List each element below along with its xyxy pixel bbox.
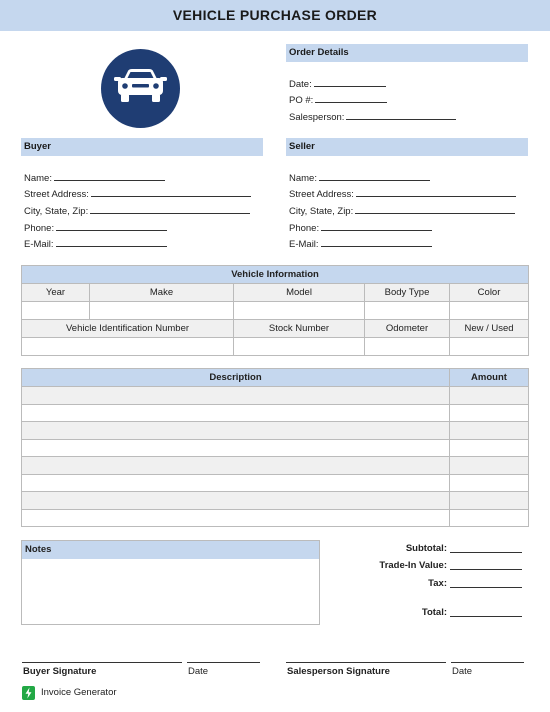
model-cell[interactable]	[234, 302, 365, 320]
buyer-signature-label: Buyer Signature	[23, 666, 97, 677]
amount-cell[interactable]	[450, 474, 529, 492]
color-cell[interactable]	[450, 302, 529, 320]
subtotal-field[interactable]	[450, 552, 522, 553]
amount-cell[interactable]	[450, 492, 529, 510]
notes-box[interactable]	[21, 540, 320, 625]
amount-cell[interactable]	[450, 439, 529, 457]
body-type-header: Body Type	[365, 284, 450, 302]
amount-cell[interactable]	[450, 509, 529, 527]
po-number-field[interactable]: PO #:	[289, 93, 387, 106]
subtotal-label: Subtotal:	[405, 543, 447, 554]
tradein-label: Trade-In Value:	[379, 560, 447, 571]
description-cell[interactable]	[22, 404, 450, 422]
car-icon	[114, 67, 167, 107]
description-cell[interactable]	[22, 387, 450, 405]
seller-city-field[interactable]: City, State, Zip:	[289, 204, 515, 217]
make-header: Make	[90, 284, 234, 302]
model-header: Model	[234, 284, 365, 302]
tradein-field[interactable]	[450, 569, 522, 570]
vin-cell[interactable]	[22, 338, 234, 356]
make-cell[interactable]	[90, 302, 234, 320]
odometer-cell[interactable]	[365, 338, 450, 356]
salesperson-date-line[interactable]	[451, 662, 524, 663]
description-cell[interactable]	[22, 457, 450, 475]
amount-cell[interactable]	[450, 404, 529, 422]
date-field[interactable]: Date:	[289, 77, 386, 90]
salesperson-signature-line[interactable]	[286, 662, 446, 663]
new-used-cell[interactable]	[450, 338, 529, 356]
description-cell[interactable]	[22, 509, 450, 527]
description-cell[interactable]	[22, 492, 450, 510]
color-header: Color	[450, 284, 529, 302]
vehicle-info-heading: Vehicle Information	[22, 266, 529, 284]
tax-label: Tax:	[428, 578, 447, 589]
description-cell[interactable]	[22, 439, 450, 457]
title-bar	[0, 0, 550, 31]
buyer-heading: Buyer	[21, 138, 263, 156]
amount-cell[interactable]	[450, 422, 529, 440]
buyer-name-field[interactable]: Name:	[24, 171, 165, 184]
seller-phone-field[interactable]: Phone:	[289, 221, 432, 234]
page-title: VEHICLE PURCHASE ORDER	[172, 7, 378, 23]
salesperson-signature-label: Salesperson Signature	[287, 666, 390, 677]
items-table	[21, 368, 529, 527]
salesperson-field[interactable]: Salesperson:	[289, 110, 456, 123]
description-cell[interactable]	[22, 474, 450, 492]
description-header: Description	[22, 369, 450, 387]
vehicle-info-table	[21, 265, 529, 356]
brand-name: Invoice Generator	[41, 687, 117, 698]
lightning-icon	[22, 686, 35, 700]
vin-header: Vehicle Identification Number	[22, 320, 234, 338]
salesperson-date-label: Date	[452, 666, 473, 677]
amount-header: Amount	[450, 369, 529, 387]
buyer-phone-field[interactable]: Phone:	[24, 221, 167, 234]
stock-number-header: Stock Number	[234, 320, 365, 338]
buyer-date-line[interactable]	[187, 662, 260, 663]
seller-heading: Seller	[286, 138, 528, 156]
odometer-header: Odometer	[365, 320, 450, 338]
body-type-cell[interactable]	[365, 302, 450, 320]
order-details-heading: Order Details	[286, 44, 528, 62]
logo	[101, 49, 180, 128]
new-used-header: New / Used	[450, 320, 529, 338]
seller-email-field[interactable]: E-Mail:	[289, 237, 432, 250]
notes-heading: Notes	[22, 541, 319, 559]
description-cell[interactable]	[22, 422, 450, 440]
buyer-signature-line[interactable]	[22, 662, 182, 663]
total-label: Total:	[421, 607, 447, 618]
buyer-date-label: Date	[188, 666, 209, 677]
tax-field[interactable]	[450, 587, 522, 588]
year-cell[interactable]	[22, 302, 90, 320]
year-header: Year	[22, 284, 90, 302]
seller-name-field[interactable]: Name:	[289, 171, 430, 184]
buyer-city-field[interactable]: City, State, Zip:	[24, 204, 250, 217]
buyer-email-field[interactable]: E-Mail:	[24, 237, 167, 250]
seller-street-field[interactable]: Street Address:	[289, 187, 516, 200]
total-field[interactable]	[450, 616, 522, 617]
stock-number-cell[interactable]	[234, 338, 365, 356]
buyer-street-field[interactable]: Street Address:	[24, 187, 251, 200]
amount-cell[interactable]	[450, 457, 529, 475]
amount-cell[interactable]	[450, 387, 529, 405]
